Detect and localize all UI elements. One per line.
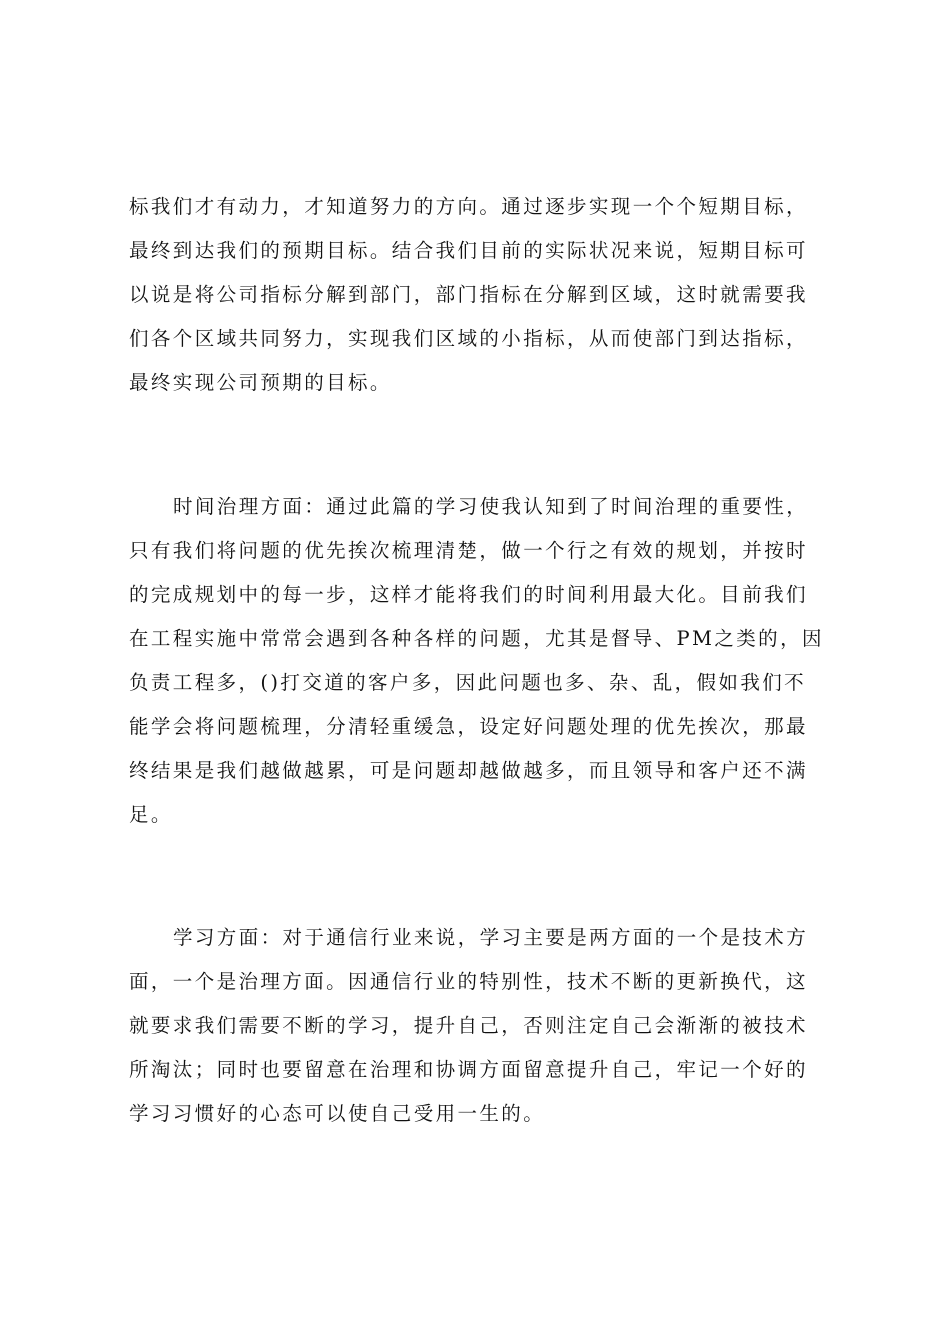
text-line: 的完成规划中的每一步，这样才能将我们的时间利用最大化。目前我们 xyxy=(129,583,808,606)
text-line: 学习方面：对于通信行业来说，学习主要是两方面的一个是技术方 xyxy=(173,926,809,949)
paragraph-time-management xyxy=(129,485,829,837)
text-line: 最终到达我们的预期目标。结合我们目前的实际状况来说，短期目标可 xyxy=(129,239,808,262)
text-line: 能学会将问题梳理，分清轻重缓急，设定好问题处理的优先挨次，那最 xyxy=(129,715,808,738)
text-line: 最终实现公司预期的目标。 xyxy=(129,371,392,394)
text-line: 足。 xyxy=(129,803,173,826)
text-line: 时间治理方面：通过此篇的学习使我认知到了时间治理的重要性， xyxy=(173,495,809,518)
paragraph-goals xyxy=(129,185,829,405)
text-line: 在工程实施中常常会遇到各种各样的问题，尤其是督导、PM之类的，因 xyxy=(129,627,824,650)
text-line: 所淘汰；同时也要留意在治理和协调方面留意提升自己，牢记一个好的 xyxy=(129,1058,808,1081)
text-line: 终结果是我们越做越累，可是问题却越做越多，而且领导和客户还不满 xyxy=(129,759,808,782)
text-line: 标我们才有动力，才知道努力的方向。通过逐步实现一个个短期目标， xyxy=(129,195,808,218)
paragraph-learning xyxy=(129,916,829,1136)
text-line: 只有我们将问题的优先挨次梳理清楚，做一个行之有效的规划，并按时 xyxy=(129,539,808,562)
text-line: 以说是将公司指标分解到部门，部门指标在分解到区域，这时就需要我 xyxy=(129,283,808,306)
text-line: 学习习惯好的心态可以使自己受用一生的。 xyxy=(129,1102,546,1125)
text-line: 面，一个是治理方面。因通信行业的特别性，技术不断的更新换代，这 xyxy=(129,970,808,993)
text-line: 们各个区域共同努力，实现我们区域的小指标，从而使部门到达指标， xyxy=(129,327,808,350)
text-line: 就要求我们需要不断的学习，提升自己，否则注定自己会渐渐的被技术 xyxy=(129,1014,808,1037)
text-line: 负责工程多，()打交道的客户多，因此问题也多、杂、乱，假如我们不 xyxy=(129,671,807,694)
